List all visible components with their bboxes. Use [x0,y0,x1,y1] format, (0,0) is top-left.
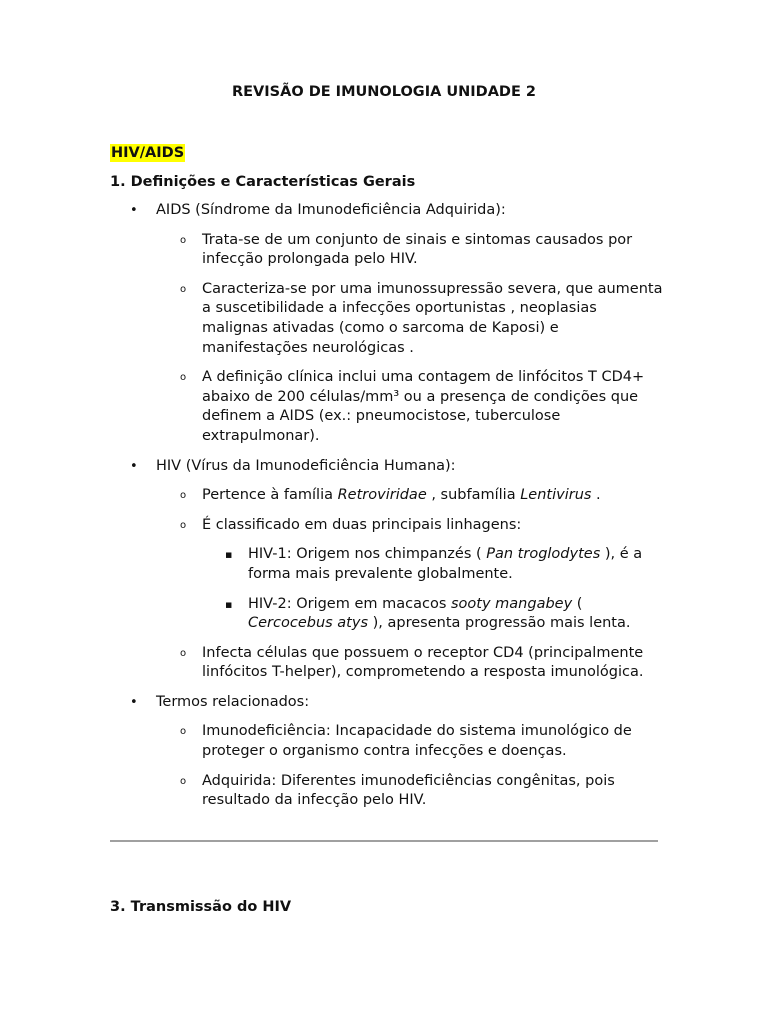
terms-label: Termos relacionados: [156,693,310,710]
circle-bullet-icon: o [180,234,187,246]
document-title: REVISÃO DE IMUNOLOGIA UNIDADE 2 [231,84,537,100]
circle-bullet-icon: o [180,647,187,659]
hiv1-text: HIV-1: Origem nos chimpanzés ( Pan troglodytes ), é a forma mais prevalente globalmente. [248,546,643,582]
list-item [156,722,664,761]
aids-item-text: A definição clínica inclui uma contagem de linfócitos T CD4+ abaixo de 200 células/mm³ ou a presença de condições que definem a AIDS (ex.: pneumocistose, tuberculose extrapulmonar). [202,369,645,444]
lineages-sublist [202,545,664,633]
aids-item-text: Caracteriza-se por uma imunossupressão severa, que aumenta a suscetibilidade a infecções oportunistas , neoplasias malignas ativadas (como o sarcoma de Kaposi) e manifestações neurológicas . [202,280,663,356]
lineages-label: É classificado em duas principais linhagens: [202,516,522,533]
hiv1-species: Pan troglodytes [486,546,601,563]
circle-bullet-icon: o [180,775,187,787]
hiv-family-text: Pertence à família Retroviridae , subfamília Lentivirus . [202,487,601,504]
aids-sublist [156,231,670,447]
bullet-icon: • [130,458,138,474]
circle-bullet-icon: o [180,490,187,502]
list-item [156,280,664,358]
subfamily-name: Lentivirus [520,487,592,504]
list-item [156,486,664,506]
aids-item-text: Trata-se de um conjunto de sinais e sintomas causados por infecção prolongada pelo HIV. [202,231,633,268]
square-bullet-icon: ▪ [225,548,233,562]
heading-definitions: 1. Definições e Características Gerais [110,174,416,190]
list-item [156,772,664,811]
hiv-sublist [156,486,670,683]
list-item [156,516,664,634]
main-bullet-list [110,201,670,811]
circle-bullet-icon: o [180,519,187,531]
terms-sublist [156,722,670,810]
bullet-icon: • [130,203,138,218]
family-name: Retroviridae [337,487,427,504]
list-item [156,644,664,683]
aids-label: AIDS (Síndrome da Imunodeficiência Adquirida): [156,202,506,218]
list-item-aids [110,201,670,447]
horizontal-divider [110,840,658,842]
definitions-content [110,201,670,821]
hiv-label: HIV (Vírus da Imunodeficiência Humana): [156,457,456,474]
term-text: Adquirida: Diferentes imunodeficiências congênitas, pois resultado da infecção pelo HIV. [202,772,615,809]
list-item-hiv [110,457,670,683]
list-item-hiv2 [202,595,664,634]
term-text: Imunodeficiência: Incapacidade do sistema imunológico de proteger o organismo contra infecções e doenças. [202,723,632,760]
list-item [156,231,664,270]
circle-bullet-icon: o [180,283,187,295]
hiv2-text: HIV-2: Origem em macacos sooty mangabey ( Cercocebus atys ), apresenta progressão mais lenta. [248,595,631,632]
hiv2-species: Cercocebus atys [248,615,369,632]
list-item-hiv1 [202,545,664,584]
list-item [156,368,664,446]
heading-transmission: 3. Transmissão do HIV [110,899,292,915]
square-bullet-icon: ▪ [225,597,233,611]
circle-bullet-icon: o [180,372,187,384]
hiv2-common-name: sooty mangabey [451,595,573,612]
bullet-icon: • [130,694,138,710]
circle-bullet-icon: o [180,726,187,738]
section-label-highlighted: HIV/AIDS [111,145,185,161]
list-item-terms [110,693,670,811]
hiv-infects-text: Infecta células que possuem o receptor CD4 (principalmente linfócitos T-helper), comprometendo a resposta imunológica. [202,644,644,681]
